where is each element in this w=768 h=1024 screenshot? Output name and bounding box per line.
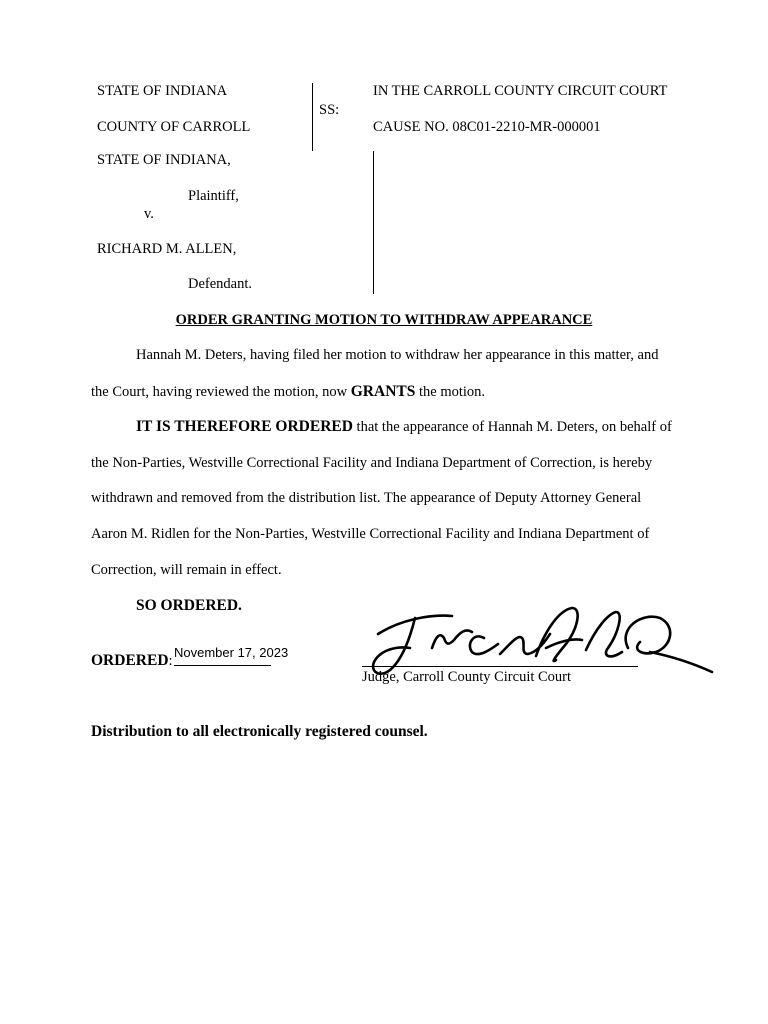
plaintiff-name: STATE OF INDIANA, bbox=[97, 152, 231, 168]
court-name: IN THE CARROLL COUNTY CIRCUIT COURT bbox=[373, 83, 668, 99]
so-ordered: SO ORDERED. bbox=[136, 597, 242, 614]
defendant-role: Defendant. bbox=[188, 276, 253, 292]
plaintiff-role: Plaintiff, bbox=[188, 188, 239, 204]
cause-number: CAUSE NO. 08C01-2210-MR-000001 bbox=[373, 119, 601, 135]
paragraph-2-line-4: Aaron M. Ridlen for the Non-Parties, Westville Correctional Facility and Indiana Department of bbox=[91, 526, 650, 542]
ss-label: SS: bbox=[319, 102, 340, 118]
caption-divider-upper bbox=[312, 83, 313, 151]
distribution-note: Distribution to all electronically registered counsel. bbox=[91, 723, 428, 740]
state-left: STATE OF INDIANA bbox=[97, 83, 228, 99]
grants-emphasis: GRANTS bbox=[350, 383, 416, 400]
judge-signature bbox=[360, 598, 720, 680]
paragraph-2-line-2: the Non-Parties, Westville Correctional Facility and Indiana Department of Correction, is hereby bbox=[91, 455, 653, 471]
paragraph-2-line-1: IT IS THEREFORE ORDERED that the appearance of Hannah M. Deters, on behalf of bbox=[136, 418, 672, 435]
order-title: ORDER GRANTING MOTION TO WITHDRAW APPEARANCE bbox=[175, 312, 593, 328]
paragraph-1-line-1: Hannah M. Deters, having filed her motion to withdraw her appearance in this matter, and bbox=[136, 347, 659, 363]
ordered-label: ORDERED: bbox=[91, 652, 173, 669]
paragraph-2-line-5: Correction, will remain in effect. bbox=[91, 562, 282, 578]
defendant-name: RICHARD M. ALLEN, bbox=[97, 241, 237, 257]
order-date: November 17, 2023 bbox=[174, 645, 289, 660]
date-underline bbox=[174, 665, 271, 666]
county-left: COUNTY OF CARROLL bbox=[97, 119, 251, 135]
caption-divider-lower bbox=[373, 151, 374, 294]
judge-title: Judge, Carroll County Circuit Court bbox=[362, 669, 572, 685]
paragraph-1-line-2: the Court, having reviewed the motion, now GRANTS the motion. bbox=[91, 383, 486, 400]
therefore-ordered-emphasis: IT IS THEREFORE ORDERED bbox=[136, 418, 353, 435]
paragraph-2-line-3: withdrawn and removed from the distribution list. The appearance of Deputy Attorney General bbox=[91, 490, 642, 506]
versus: v. bbox=[144, 206, 154, 222]
